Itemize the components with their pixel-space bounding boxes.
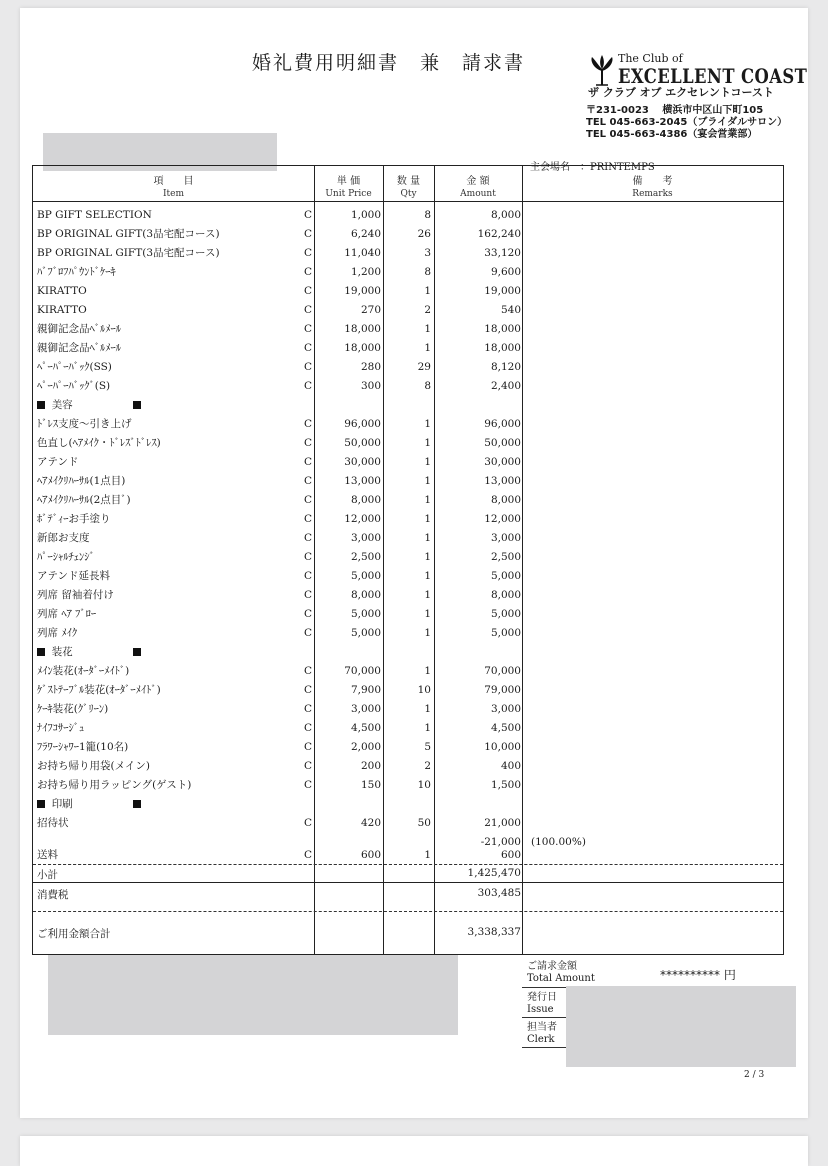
cell-item: ﾌﾗﾜｰｼｬﾜｰ1籠(10名) (37, 741, 129, 753)
cell-amount: 3,000 (490, 532, 521, 544)
table-row (33, 681, 783, 700)
subtotal-value: 1,425,470 (467, 867, 521, 879)
cell-qty: 1 (424, 722, 431, 734)
square-bullet-icon (37, 800, 45, 808)
cell-item: ﾄﾞﾚｽ支度～引き上げ (37, 418, 132, 430)
cell-c: C (303, 247, 313, 259)
cell-c: C (303, 684, 313, 696)
cell-c: C (303, 722, 313, 734)
cell-price: 5,000 (350, 570, 381, 582)
total-amount-value: ********** 円 (660, 968, 736, 982)
cell-qty: 1 (424, 608, 431, 620)
cell-qty: 1 (424, 456, 431, 468)
cell-amount: 400 (500, 760, 521, 772)
cell-item: お持ち帰り用ラッピング(ゲスト) (37, 779, 192, 791)
cell-c: C (303, 285, 313, 297)
table-row (33, 320, 783, 339)
table-row (33, 738, 783, 757)
cell-price: 50,000 (344, 437, 381, 449)
cell-price: 2,000 (350, 741, 381, 753)
cell-item: KIRATTO (37, 285, 87, 297)
cell-amount: 21,000 (484, 817, 521, 829)
venue-name: 主会場名 ：PRINTEMPS (530, 162, 655, 173)
cell-amount: 10,000 (484, 741, 521, 753)
cell-qty: 8 (424, 209, 431, 221)
cell-price: 420 (360, 817, 381, 829)
cell-price: 5,000 (350, 608, 381, 620)
cell-item: 招待状 (37, 817, 69, 829)
section-title: 印刷 (37, 795, 283, 814)
cell-price: 4,500 (350, 722, 381, 734)
cell-amount: 5,000 (490, 608, 521, 620)
cell-amount: 5,000 (490, 570, 521, 582)
cell-amount: 12,000 (484, 513, 521, 525)
cell-price: 18,000 (344, 342, 381, 354)
cell-qty: 2 (424, 760, 431, 772)
cell-c: C (303, 665, 313, 677)
cell-qty: 1 (424, 703, 431, 715)
table-row (33, 244, 783, 263)
cell-price: 1,200 (350, 266, 381, 278)
cell-item: ﾍﾟｰﾊﾟｰﾊﾞｯｸ(SS) (37, 361, 112, 373)
section-header (33, 396, 783, 415)
cell-price: 200 (360, 760, 381, 772)
cell-item: ｹｰｷ装花(ｸﾞﾘｰﾝ) (37, 703, 109, 715)
cell-c: C (303, 779, 313, 791)
cell-amount: 3,000 (490, 703, 521, 715)
cell-item: KIRATTO (37, 304, 87, 316)
cell-amount: 33,120 (484, 247, 521, 259)
cell-c: C (303, 437, 313, 449)
cell-price: 19,000 (344, 285, 381, 297)
cell-item: 送料 (37, 849, 58, 861)
cell-price: 8,000 (350, 494, 381, 506)
cell-qty: 2 (424, 304, 431, 316)
cell-item: ﾍｱﾒｲｸﾘﾊｰｻﾙ(2点目ﾞ) (37, 494, 131, 506)
lily-logo-icon (588, 55, 616, 87)
section-header (33, 643, 783, 662)
cell-c: C (303, 627, 313, 639)
cell-qty: 1 (424, 589, 431, 601)
cell-qty: 1 (424, 665, 431, 677)
tax-value: 303,485 (477, 887, 521, 899)
cell-item: BP GIFT SELECTION (37, 209, 152, 221)
cell-price: 600 (360, 849, 381, 861)
cell-c: C (303, 228, 313, 240)
cell-qty: 1 (424, 323, 431, 335)
cell-qty: 5 (424, 741, 431, 753)
header-qty: 数 量 Qty (396, 176, 421, 199)
square-bullet-icon (37, 401, 45, 409)
cell-price: 6,240 (350, 228, 381, 240)
cell-amount: 5,000 (490, 627, 521, 639)
table-row (33, 263, 783, 282)
cell-qty: 1 (424, 513, 431, 525)
square-bullet-icon (37, 648, 45, 656)
cell-qty: 10 (417, 684, 431, 696)
cell-item: アテンド (37, 456, 79, 468)
cell-qty: 3 (424, 247, 431, 259)
cell-qty: 50 (417, 817, 431, 829)
table-row (33, 776, 783, 795)
cell-c: C (303, 380, 313, 392)
cell-qty: 1 (424, 627, 431, 639)
table-row (33, 206, 783, 225)
table-row (33, 491, 783, 510)
cell-item: ﾊﾞﾌﾞﾛﾌﾊﾟｳﾝﾄﾞｹｰｷ (37, 266, 116, 278)
cell-amount: 8,000 (490, 209, 521, 221)
page-number: 2 / 3 (744, 1070, 765, 1080)
table-row (33, 846, 783, 865)
cell-amount: 2,400 (490, 380, 521, 392)
document-title: 婚礼費用明細書 兼 請求書 (252, 52, 526, 74)
cell-c: C (303, 361, 313, 373)
cell-amount: 13,000 (484, 475, 521, 487)
cell-c: C (303, 456, 313, 468)
cell-amount: 4,500 (490, 722, 521, 734)
cell-amount: 9,600 (490, 266, 521, 278)
table-row (33, 548, 783, 567)
cell-price: 270 (360, 304, 381, 316)
cell-price: 18,000 (344, 323, 381, 335)
table-row (33, 662, 783, 681)
table-row (33, 529, 783, 548)
cell-item: お持ち帰り用袋(メイン) (37, 760, 150, 772)
cell-price: 5,000 (350, 627, 381, 639)
cell-amount: 30,000 (484, 456, 521, 468)
cell-amount: 540 (500, 304, 521, 316)
section-title: 美容 (37, 396, 283, 415)
cell-c: C (303, 513, 313, 525)
grand-total-value: 3,338,337 (467, 926, 521, 938)
cell-amount: 18,000 (484, 323, 521, 335)
table-row (33, 358, 783, 377)
cell-qty: 1 (424, 551, 431, 563)
cell-qty: 1 (424, 475, 431, 487)
cell-amount: 2,500 (490, 551, 521, 563)
issue-date-label: 発行日 Issue (527, 992, 557, 1015)
cell-c: C (303, 741, 313, 753)
square-bullet-icon (133, 800, 141, 808)
cell-c: C (303, 570, 313, 582)
header-remarks: 備 考 Remarks (632, 176, 673, 199)
section-header (33, 795, 783, 814)
cell-item: 親御記念品ﾍﾞﾙﾒｰﾙ (37, 323, 121, 335)
cell-amount: 1,500 (490, 779, 521, 791)
cell-price: 70,000 (344, 665, 381, 677)
cell-c: C (303, 494, 313, 506)
cell-c: C (303, 532, 313, 544)
next-page-edge (20, 1136, 808, 1166)
cell-item: ﾍﾟｰﾊﾟｰﾊﾞｯｸﾞ(S) (37, 380, 111, 392)
cell-price: 8,000 (350, 589, 381, 601)
cell-price: 96,000 (344, 418, 381, 430)
header-amount: 金 額 Amount (460, 176, 496, 199)
header-item: 項 目 Item (153, 176, 194, 199)
square-bullet-icon (133, 401, 141, 409)
cell-amount: 70,000 (484, 665, 521, 677)
square-bullet-icon (133, 648, 141, 656)
cell-c: C (303, 475, 313, 487)
cell-item: 新郎お支度 (37, 532, 90, 544)
cell-c: C (303, 703, 313, 715)
cell-qty: 8 (424, 266, 431, 278)
company-address: 〒231-0023 横浜市中区山下町105 (586, 105, 764, 116)
cell-qty: 8 (424, 380, 431, 392)
table-row (33, 757, 783, 776)
cell-item: 列席 ﾒｲｸ (37, 627, 78, 639)
cell-amount: -21,000 (480, 836, 521, 848)
cell-qty: 1 (424, 532, 431, 544)
table-row (33, 510, 783, 529)
cell-qty: 1 (424, 342, 431, 354)
cell-qty: 1 (424, 494, 431, 506)
clerk-label: 担当者 Clerk (527, 1022, 557, 1045)
cell-amount: 162,240 (477, 228, 521, 240)
cell-item: 列席 留袖着付け (37, 589, 114, 601)
cell-c: C (303, 266, 313, 278)
cell-price: 300 (360, 380, 381, 392)
cell-remarks: (100.00%) (531, 836, 586, 848)
cell-amount: 79,000 (484, 684, 521, 696)
table-row (33, 567, 783, 586)
cell-price: 3,000 (350, 532, 381, 544)
table-row (33, 339, 783, 358)
table-row (33, 434, 783, 453)
cell-c: C (303, 342, 313, 354)
cell-item: 列席 ﾍｱ ﾌﾞﾛｰ (37, 608, 97, 620)
cell-item: 親御記念品ﾍﾞﾙﾒｰﾙ (37, 342, 121, 354)
cell-price: 1,000 (350, 209, 381, 221)
table-row (33, 301, 783, 320)
cell-item: ﾎﾞﾃﾞｨｰお手塗り (37, 513, 111, 525)
cell-price: 7,900 (350, 684, 381, 696)
cell-qty: 1 (424, 570, 431, 582)
logo-tagline: The Club of (618, 52, 683, 65)
logo-name: EXCELLENT COAST (618, 64, 808, 88)
cell-item: ﾒｲﾝ装花(ｵｰﾀﾞｰﾒｲﾄﾞ) (37, 665, 130, 677)
cell-item: BP ORIGINAL GIFT(3品宅配コース) (37, 228, 220, 240)
table-row (33, 282, 783, 301)
invoice-table: 項 目 Item 単 価 Unit Price 数 量 Qty 金 額 Amount 備 考 Remarks BP GIFT SELECTION C 1,000 8 8,000 BP ORIGINAL GIFT(3品宅配コース) C 6,240 26 162,240 BP ORIGINAL GIFT(3品宅配コース) C 11,040 3 33,120 ﾊﾞﾌﾞﾛﾌﾊﾟｳﾝﾄﾞｹｰｷ C 1,200 8 9,600 KIRATTO C 19,000 1 19,000 KIRATTO C 270 2 540 親御記念品ﾍﾞﾙﾒｰﾙ C 18,000 1 18,000 親御記念品ﾍﾞﾙﾒｰﾙ C 18,000 1 18,000 ﾍﾟｰﾊﾟｰﾊﾞｯｸ(SS) C 280 29 8,120 ﾍﾟｰﾊﾟｰﾊﾞｯｸﾞ(S) C 300 8 2,400 美容 ﾄﾞﾚｽ支度～引き上げ C 96,000 1 96,000 色直し(ﾍｱﾒｲｸ・ﾄﾞﾚｽﾞﾄﾞﾚｽ) C 50,000 1 50,000 アテンド C 30,000 1 30,000 ﾍｱﾒｲｸﾘﾊｰｻﾙ(1点目) C 13,000 1 13,000 ﾍｱﾒｲｸﾘﾊｰｻﾙ(2点目ﾞ) C 8,000 1 8,000 ﾎﾞﾃﾞｨｰお手塗り C 12,000 1 12,000 新郎お支度 C 3,000 1 3,000 ﾊﾟｰｼｬﾙﾁｪﾝｼﾞ C 2,500 1 2,500 アテンド延長料 C 5,000 1 5,000 列席 留袖着付け C 8,000 1 8,000 列席 ﾍｱ ﾌﾞﾛｰ C 5,000 1 5,000 列席 ﾒｲｸ C 5,000 1 5,000 装花 ﾒｲﾝ装花(ｵｰﾀﾞｰﾒｲﾄﾞ) C 70,000 1 70,000 ｹﾞｽﾄﾃｰﾌﾞﾙ装花(ｵｰﾀﾞｰﾒｲﾄﾞ) C 7,900 10 79,000 ｹｰｷ装花(ｸﾞﾘｰﾝ) C 3,000 1 3,000 ﾅｲﾌｺｻｰｼﾞｭ C 4,500 1 4,500 ﾌﾗﾜｰｼｬﾜｰ1籠(10名) C 2,000 5 10,000 お持ち帰り用袋(メイン) C 200 2 400 お持ち帰り用ラッピング(ゲスト) C 150 10 1,500 印刷 招待状 C 420 50 21,000 -21,000 (100.00%) 送料 C 600 1 600 小計 1,425,470 消費税 303,485 ご利用金額合計 3,338,337 (32, 165, 784, 955)
cell-price: 11,040 (344, 247, 381, 259)
redacted-notes (48, 955, 458, 1035)
cell-c: C (303, 551, 313, 563)
cell-price: 2,500 (350, 551, 381, 563)
cell-amount: 8,000 (490, 494, 521, 506)
cell-item: ﾍｱﾒｲｸﾘﾊｰｻﾙ(1点目) (37, 475, 126, 487)
cell-amount: 50,000 (484, 437, 521, 449)
cell-price: 3,000 (350, 703, 381, 715)
table-row (33, 814, 783, 833)
cell-price: 30,000 (344, 456, 381, 468)
cell-amount: 19,000 (484, 285, 521, 297)
cell-item: 色直し(ﾍｱﾒｲｸ・ﾄﾞﾚｽﾞﾄﾞﾚｽ) (37, 437, 161, 449)
cell-qty: 1 (424, 418, 431, 430)
cell-price: 150 (360, 779, 381, 791)
table-row (33, 472, 783, 491)
table-row (33, 700, 783, 719)
table-row (33, 453, 783, 472)
company-tel-salon: TEL 045-663-2045（ブライダルサロン） (586, 117, 788, 128)
cell-c: C (303, 849, 313, 861)
cell-qty: 10 (417, 779, 431, 791)
table-row (33, 415, 783, 434)
cell-c: C (303, 608, 313, 620)
table-row (33, 586, 783, 605)
cell-c: C (303, 418, 313, 430)
logo-katakana: ザ クラブ オブ エクセレントコースト (588, 86, 774, 99)
cell-amount: 96,000 (484, 418, 521, 430)
cell-amount: 8,000 (490, 589, 521, 601)
cell-price: 13,000 (344, 475, 381, 487)
cell-c: C (303, 817, 313, 829)
table-row (33, 377, 783, 396)
cell-amount: 8,120 (490, 361, 521, 373)
cell-item: BP ORIGINAL GIFT(3品宅配コース) (37, 247, 220, 259)
cell-c: C (303, 209, 313, 221)
cell-item: ｹﾞｽﾄﾃｰﾌﾞﾙ装花(ｵｰﾀﾞｰﾒｲﾄﾞ) (37, 684, 161, 696)
cell-amount: 18,000 (484, 342, 521, 354)
header-unit-price: 単 価 Unit Price (325, 176, 372, 199)
cell-item: ﾅｲﾌｺｻｰｼﾞｭ (37, 722, 85, 734)
company-tel-banquet: TEL 045-663-4386（宴会営業部） (586, 129, 758, 140)
table-row (33, 719, 783, 738)
redacted-issue-clerk (566, 986, 796, 1067)
table-row (33, 624, 783, 643)
cell-qty: 29 (417, 361, 431, 373)
cell-qty: 26 (417, 228, 431, 240)
cell-price: 280 (360, 361, 381, 373)
cell-c: C (303, 323, 313, 335)
cell-item: アテンド延長料 (37, 570, 110, 582)
cell-qty: 1 (424, 437, 431, 449)
section-title: 装花 (37, 643, 283, 662)
cell-qty: 1 (424, 285, 431, 297)
cell-item: ﾊﾟｰｼｬﾙﾁｪﾝｼﾞ (37, 551, 95, 563)
cell-c: C (303, 304, 313, 316)
cell-c: C (303, 760, 313, 772)
cell-amount: 600 (500, 849, 521, 861)
table-row (33, 605, 783, 624)
cell-qty: 1 (424, 849, 431, 861)
total-amount-label: ご請求金額 Total Amount (527, 961, 595, 984)
table-row (33, 225, 783, 244)
cell-c: C (303, 589, 313, 601)
cell-price: 12,000 (344, 513, 381, 525)
